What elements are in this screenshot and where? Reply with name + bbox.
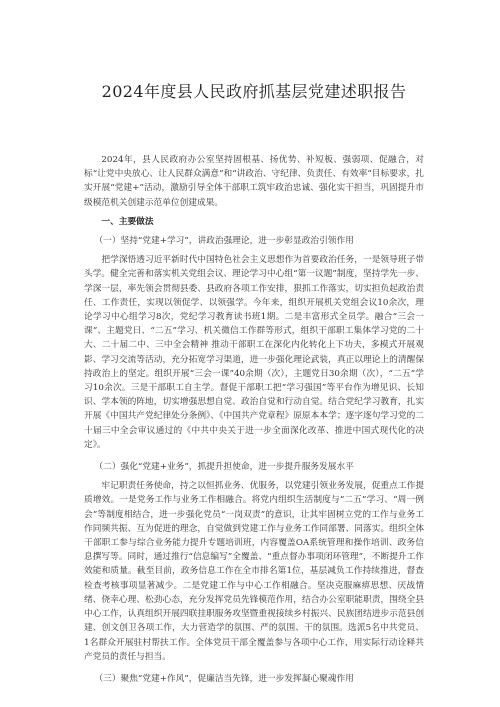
document-title: 2024年度县人民政府抓基层党建述职报告 (101, 82, 407, 101)
spacer (84, 664, 424, 672)
intro-paragraph: 2024年，县人民政府办公室坚持固根基、扬优势、补短板、强弱项、促融合，对标“让党中央放心、让人民群众满意”和“讲政治、守纪律、负责任、有效率”目标要求，扎实开展“党建+”活动，激励引导全体干部职工筑牢政治忠诚、强化实干担当，巩固提升市级模范机关创建示范单位创建成果。 (84, 155, 424, 208)
spacer (84, 452, 424, 460)
subsection-heading-1: （一）坚持“党建+学习”，讲政治强理论，进一步彰显政治引领作用 (94, 236, 354, 247)
subsection-heading-2: （二）强化“党建+业务”，抓提升担使命，进一步提升服务发展水平 (94, 462, 354, 473)
subsection-body-2: 牢记职责任务使命，持之以恒抓业务、优服务，以党建引领业务发展，促重点工作提质增效。一是党务工作与业务工作相融合。将党内组织生活制度与“二五”学习、“周一例会”等制度相结合，进一步强化党员“一岗双责”的意识，让其牢固树立党的工作与业务工作同频共振、互为促进的理念，自觉做到党建工作与业务工作同部署、同落实。组织全体干部职工参与综合业务能力提升专题培训班，内容覆盖OA系统管理和操作培训、政务信息撰写等。同时，通过推行“信息编写”全覆盖、“重点督办事项闭环管理”，不断提升工作效能和质量。截至目前，政务信息工作在全市排名第1位，基层减负工作持续推进，督查检查考核事项显著减少。二是党建工作与中心工作相融合。坚决克服麻痹思想、厌战情绪、侥幸心理、松劲心态，充分发挥党员先锋模范作用，结合办公室职能职责，围绕全县中心工作，认真组织开展四联挂职服务攻坚暨重视接续乡村振兴、民族团结进步示范县创建、创文创卫各项工作，大力营造学的氛围、严的氛围、干的氛围。选派5名中共党员、1名群众开展驻村帮扶工作。全体党员干部全覆盖参与各项中心工作，用实际行动诠释共产党员的责任与担当。 (84, 481, 424, 662)
subsection-body-1: 把学深悟透习近平新时代中国特色社会主义思想作为首要政治任务，一是领导班子带头学。健全完善和落实机关党组会议、理论学习中心组“第一议题”制度，坚持学先一步、学深一层，率先领会贯彻县委、县政府各项工作安排，狠抓工作落实，切实担负起政治责任、工作责任，实现以领促学、以领强学。今年来，组织开展机关党组会议10余次，理论学习中心组学习8次，党纪学习教育读书班1期。二是丰富形式全员学。融合“三会一课”、主题党日、“二五”学习、机关微信工作群等形式，组织干部职工集体学习党的二十大、二十届二中、三中全会精神 推动干部职工在深化内化转化上下功夫，多模式开展观影、学习交流等活动，充分拓宽学习渠道，进一步强化理论武装，真正以理论上的清醒保持政治上的坚定。组织开展“三会一课”40余期（次），主题党日30余期（次），“二五”学习10余次。三是干部职工自主学。督促干部职工把“学习强国”等平台作为增见识、长知识、学本领的阵地，切实增强思想自觉、政治自觉和行动自觉。结合党纪学习教育，扎实开展《中国共产党纪律处分条例》、《中国共产党章程》原原本本学；逐字逐句学习党的二十届三中全会审议通过的《中共中央关于进一步全面深化改革、推进中国式现代化的决定》。 (84, 255, 424, 450)
section-heading-main-practices: 一、主要做法 (101, 216, 154, 227)
subsection-heading-3: （三）聚焦“党建+作风”，促廉洁当先锋，进一步发挥凝心聚魂作用 (94, 673, 354, 684)
